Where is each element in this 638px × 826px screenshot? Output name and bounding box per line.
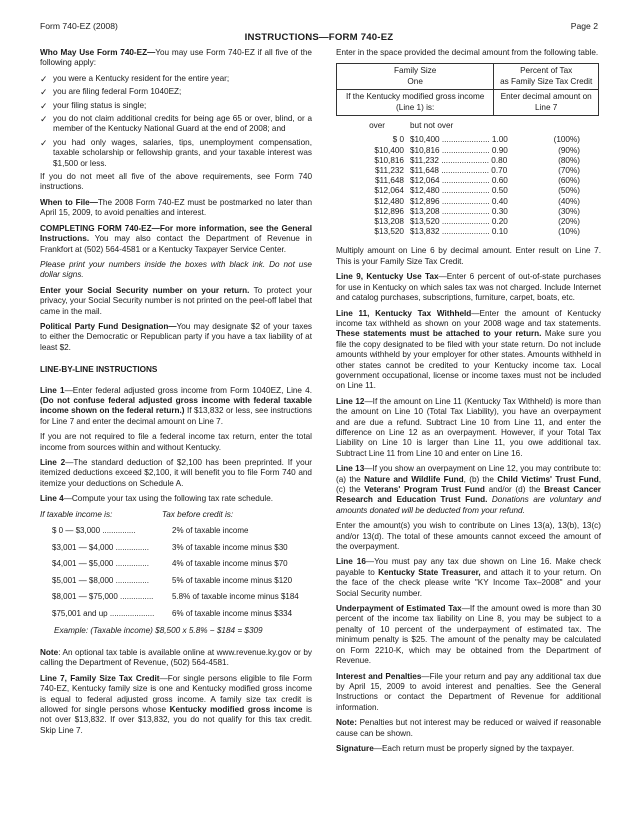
line-12-instructions: Line 12—If the amount on Line 11 (Kentucky Tax Withheld) is more than the amount on Line 10 (Total Tax Liability), you have an overpayment and are due a refund. Subtract Line 10 from Line 11, and enter the difference on Line 12 as an overpayment. However, if your Total Tax Liability on Line 10 is larger than Line 11, you owe additional tax. Subtract Line 11 from Line 10 and enter on Line 16.: [336, 396, 601, 458]
table-row: $5,001 — $8,000 ............... 5% of taxable income minus $120: [52, 575, 293, 585]
checkmark-icon: ✓: [40, 87, 48, 98]
table-row: $8,001 — $75,000 ............... 5.8% of taxable income minus $184: [52, 592, 299, 602]
underpayment-instructions: Underpayment of Estimated Tax—If the amount owed is more than 30 percent of the income tax liability on Line 8, you may be subject to a penalty of 10 percent of the underpayment of estimated tax. The minimum penalty is $25. The amount of the penalty may be calculated on Form 2210-K, which may be obtained from the Department of Revenue.: [336, 604, 601, 666]
tax-schedule-header: If taxable income is: Tax before credit is:: [40, 509, 234, 519]
checkmark-icon: ✓: [40, 100, 48, 111]
right-column: [336, 48, 601, 759]
table-intro: Enter in the space provided the decimal amount from the following table.: [336, 48, 599, 57]
table-row: $3,001 — $4,000 ............... 3% of taxable income minus $30: [52, 542, 288, 552]
line-7-instructions: Line 7, Family Size Tax Credit—For single persons eligible to file Form 740-EZ, Kentucky family size is one and Kentucky modified gross income is equal to federal adjusted gross income. A family size tax credit is allowed for single persons whose Kentucky modified gross income is not over $13,832. If over $13,832, you do not qualify for this tax credit. Skip Line 7.: [40, 673, 312, 735]
table-row: $10,400 $10,816 ..................... 0.90 (90%): [374, 145, 580, 155]
family-size-table: [336, 63, 599, 116]
table-row: $11,648 $12,064 ..................... 0.60 (60%): [375, 176, 580, 186]
conditions-list: [40, 74, 312, 169]
who-may-use: Who May Use Form 740-EZ—You may use Form 740-EZ if all five of the following apply:: [40, 48, 312, 68]
checkmark-icon: ✓: [40, 137, 48, 148]
page-title: INSTRUCTIONS—FORM 740-EZ: [244, 32, 394, 43]
interest-penalties-instructions: Interest and Penalties—File your return and pay any additional tax due by April 15, 2009 to avoid interest and penalties. See the General Instructions or contact the Department of Revenue for additional information.: [336, 671, 601, 712]
line-16-instructions: Line 16—You must pay any tax due shown on Line 16. Make check payable to Kentucky State Treasurer, and attach it to your return. On the face of the check please write "KY Income Tax–2008" and your Social Security number.: [336, 557, 602, 598]
decimal-header: Enter decimal amount on Line 7: [494, 90, 599, 116]
percent-header: Percent of Tax as Family Size Tax Credit: [494, 64, 599, 90]
list-item: ✓ you are filing federal Form 1040EZ;: [40, 87, 182, 98]
multiply-text: Multiply amount on Line 6 by decimal amount. Enter result on Line 7. This is your Family Size Tax Credit.: [336, 246, 601, 266]
penalty-note: Note: Penalties but not interest may be reduced or waived if reasonable cause can be shown.: [336, 718, 601, 738]
table-row: $75,001 and up .................... 6% of taxable income minus $334: [52, 609, 293, 618]
line-4-instructions: Line 4—Compute your tax using the following tax rate schedule.: [40, 494, 274, 504]
income-table: [336, 135, 601, 237]
table-row: $11,232 $11,648 ..................... 0.70 (70%): [375, 166, 580, 176]
tax-rate-schedule: [40, 526, 312, 619]
tax-table-note: Note: An optional tax table is available online at www.revenue.ky.gov or by calling the Department of Revenue, (502) 564-4581.: [40, 648, 312, 668]
table-row: $12,064 $12,480 ..................... 0.50 (50%): [374, 186, 580, 196]
table-row: $12,480 $12,896 ..................... 0.40 (40%): [374, 196, 580, 206]
line-13-instructions: Line 13—If you show an overpayment on Line 12, you may contribute to: (a) the Nature and Wildlife Fund, (b) the Child Victims' Trust Fund, (c) the Veterans' Program Trust Fund and/or (d) the Breast Cancer Research and Education Trust Fund. Donations are voluntary and amounts donated will be deducted from your refund.: [336, 464, 601, 515]
table-row: $13,208 $13,520 ..................... 0.20 (20%): [374, 217, 580, 227]
checkmark-icon: ✓: [40, 73, 48, 84]
form-label: Form 740-EZ (2008): [40, 21, 118, 31]
line-11-instructions: Line 11, Kentucky Tax Withheld—Enter the amount of Kentucky income tax withheld as shown on your 2008 wage and tax statements. These statements must be attached to your return. Make sure you file the copy designated to be filed with your state return. Do not include amounts withheld by your employer for other states. Amounts withheld in other states cannot be credited to your Kentucky income tax. Local government occupational, license or income taxes must not be included on Line 11.: [336, 308, 601, 391]
ssn-instructions: Enter your Social Security number on your return. To protect your privacy, your Social Security number is not printed on the peel-off label that came in the mail.: [40, 285, 312, 316]
list-item: ✓ you were a Kentucky resident for the entire year;: [40, 73, 230, 84]
left-column: [40, 48, 312, 741]
not-required-text: If you are not required to file a federal income tax return, enter the total income from sources within and without Kentucky.: [40, 432, 312, 452]
when-to-file: When to File—The 2008 Form 740-EZ must be postmarked no later than April 15, 2009, to avoid penalties and interest.: [40, 197, 313, 218]
list-item: ✓ you do not claim additional credits for being age 65 or over, blind, or a member of the Kentucky National Guard at the end of 2008; and: [40, 114, 312, 134]
table-row: $12,896 $13,208 ..................... 0.30 (30%): [374, 206, 580, 216]
income-header: If the Kentucky modified gross income (Line 1) is:: [337, 90, 494, 116]
table-row: $ 0 — $3,000 ............... 2% of taxable income: [52, 526, 249, 536]
political-party-fund: Political Party Fund Designation—You may designate $2 of your taxes to either the Democratic or Republican party if you have a tax liability of at least $2.: [40, 321, 313, 352]
income-column-headers: over but not over: [369, 121, 454, 131]
page-number: Page 2: [570, 21, 598, 31]
checkmark-icon: ✓: [40, 114, 48, 125]
signature-instructions: Signature—Each return must be properly signed by the taxpayer.: [336, 743, 575, 753]
not-meet-text: If you do not meet all five of the above requirements, see Form 740 instructions.: [40, 172, 312, 192]
enter-amounts-text: Enter the amount(s) you wish to contribute on Lines 13(a), 13(b), 13(c) and/or 13(d). The total of these amounts cannot exceed the amount of the overpayment.: [336, 521, 601, 552]
table-row: $ 0 $10,400 ..................... 1.00 (100%): [392, 135, 580, 145]
line-by-line-heading: LINE-BY-LINE INSTRUCTIONS: [40, 365, 158, 375]
family-size-header: Family Size One: [337, 64, 494, 90]
line-2-instructions: Line 2—The standard deduction of $2,100 has been preprinted. If your itemized deductions exceed $2,100, it will benefit you to file Form 740 and itemize your deductions on Schedule A.: [40, 458, 312, 488]
table-row: $10,816 $11,232 ..................... 0.80 (80%): [374, 155, 580, 165]
table-row: $4,001 — $5,000 ............... 4% of taxable income minus $70: [52, 559, 288, 569]
please-print-note: Please print your numbers inside the boxes with black ink. Do not use dollar signs.: [40, 259, 312, 280]
tax-example: Example: (Taxable income) $8,500 x 5.8% − $184 = $309: [54, 625, 263, 635]
line-1-instructions: Line 1—Enter federal adjusted gross income from Form 1040EZ, Line 4. (Do not confuse federal adjusted gross income with federal taxable income shown on the federal return.) If $13,832 or less, see instructions for Line 7 and enter the decimal amount on Line 7.: [40, 385, 312, 426]
list-item: ✓ your filing status is single;: [40, 100, 147, 111]
table-row: $13,520 $13,832 ..................... 0.10 (10%): [374, 227, 580, 237]
list-item: ✓ you had only wages, salaries, tips, unemployment compensation, taxable scholarship or fellowship grants, and your taxable interest was $1,500 or less.: [40, 137, 312, 168]
completing-form: COMPLETING FORM 740-EZ—For more information, see the General Instructions. You may also contact the Department of Revenue in Frankfort at (502) 564-4581 or a Kentucky Taxpayer Service Center.: [40, 223, 312, 254]
line-9-instructions: Line 9, Kentucky Use Tax—Enter 6 percent of out-of-state purchases for use in Kentucky on which sales tax was not charged. Include Internet and catalog purchases, subscriptions, furniture, carpet, boats, etc.: [336, 272, 601, 303]
